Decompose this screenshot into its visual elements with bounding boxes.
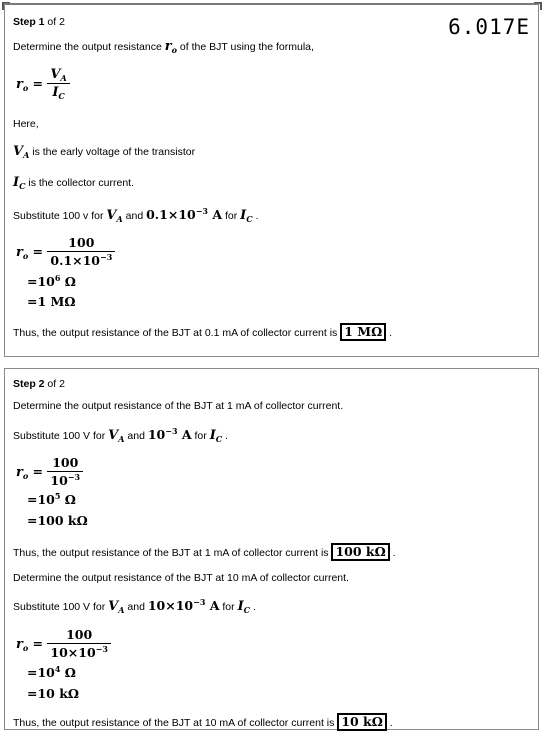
problem-number: 6.017E [448, 15, 530, 39]
step-2-equation-b: $r_o$ = $\frac{100}{10\times 10^{-3}}$ [16, 627, 111, 660]
answer-box: 10 kΩ [337, 713, 387, 731]
step-2-result-b2: =10 kΩ [27, 686, 80, 701]
step-1-equation: $r_o$ = $\frac{100}{0.1\times 10^{-3}}$ [16, 235, 115, 268]
step-2-result-a2: =100 kΩ [27, 513, 88, 528]
answer-box: 100 kΩ [331, 543, 389, 561]
step-2-card [4, 368, 539, 730]
ic-text: is the collector current. [28, 177, 135, 189]
step-2-intro-a: Determine the output resistance of the BJT at 1 mA of collector current. [13, 400, 344, 412]
step-1-card [4, 3, 539, 357]
va-definition [13, 145, 195, 159]
ic-definition [13, 176, 134, 190]
intro-text-after: of the BJT using the formula, [179, 41, 314, 53]
fraction: $\frac{V_A}{I_C}$ [47, 67, 69, 100]
step-count: of 2 [44, 16, 65, 28]
step-2-equation-a: $r_o$ = $\frac{100}{10^{-3}}$ [16, 455, 83, 488]
step-2-substitute-b: Substitute 100 V for $V_A$ and $10\times 10^{-3}$ A for $I_C$ . [13, 597, 256, 615]
step-2-conclusion-b: Thus, the output resistance of the BJT at 10 mA of collector current is 10 kΩ . [13, 714, 393, 729]
step-2-result-a1: $=10^5$ Ω [27, 491, 76, 507]
step-1-header [13, 15, 65, 29]
step-2-intro-b: Determine the output resistance of the BJT at 10 mA of collector current. [13, 572, 349, 584]
va-text: is the early voltage of the transistor [32, 146, 196, 158]
step-1-result-1: $=10^6$ Ω [27, 273, 76, 289]
formula-ro: $r_o$ = $\frac{V_A}{I_C}$ [16, 67, 70, 100]
step-1-conclusion: Thus, the output resistance of the BJT at 0.1 mA of collector current is 1 MΩ . [13, 324, 393, 339]
step-1-intro [13, 40, 314, 54]
symbol-va: $V_A$ [13, 144, 30, 160]
step-2-result-b1: $=10^4$ Ω [27, 664, 76, 680]
symbol-ic: $I_C$ [13, 175, 26, 191]
symbol-ro: $r_o$ [164, 39, 177, 55]
step-label: Step 2 [13, 378, 45, 390]
answer-box: 1 MΩ [340, 323, 386, 341]
intro-text: Determine the output resistance [13, 41, 162, 53]
step-2-header [13, 377, 65, 391]
step-2-conclusion-a: Thus, the output resistance of the BJT at 1 mA of collector current is 100 kΩ . [13, 544, 396, 559]
step-count: of 2 [44, 378, 65, 390]
symbol-ro: $r_o$ [16, 77, 29, 93]
step-label: Step 1 [13, 16, 45, 28]
here-label: Here, [13, 118, 39, 130]
step-1-substitute: Substitute 100 v for $V_A$ and $0.1\times 10^{-3}$ A for $I_C$ . [13, 206, 259, 224]
step-1-result-2: =1 MΩ [27, 294, 76, 309]
step-2-substitute-a: Substitute 100 V for $V_A$ and $10^{-3}$ A for $I_C$ . [13, 426, 229, 444]
